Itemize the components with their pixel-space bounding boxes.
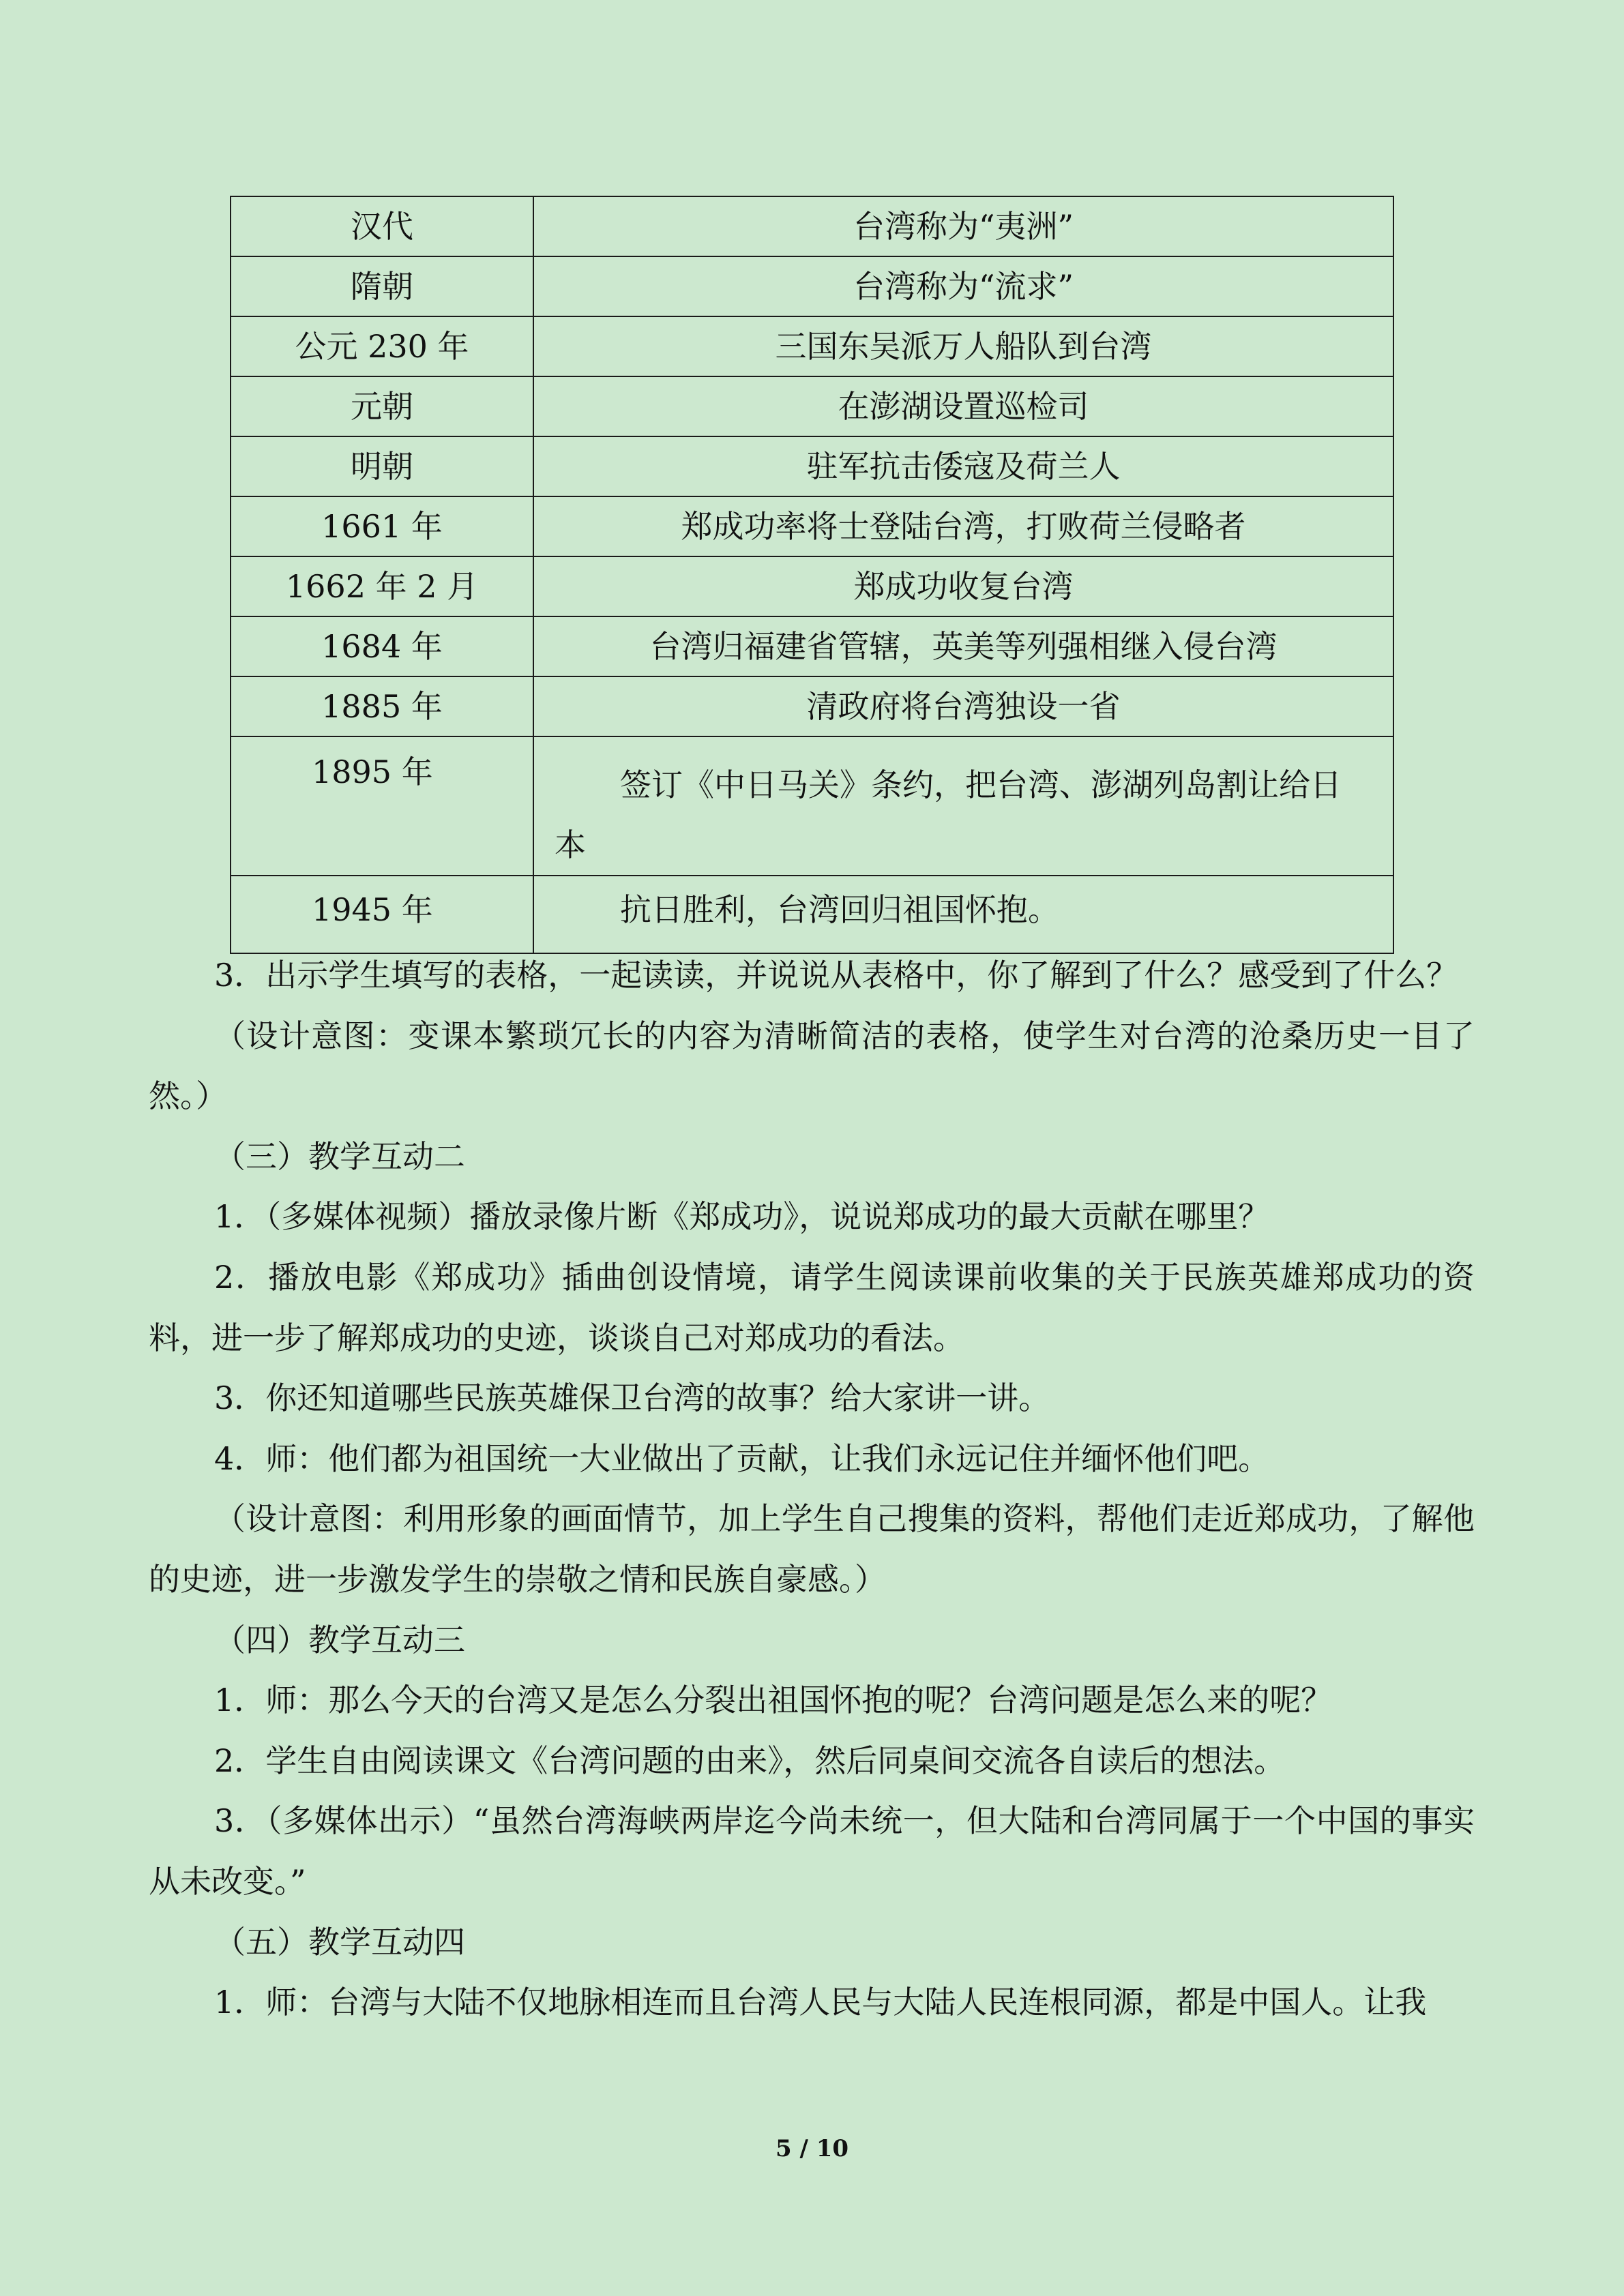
table-row <box>231 376 1393 436</box>
table-row <box>231 256 1393 316</box>
page-number: 5 / 10 <box>775 2135 849 2162</box>
time-cell: 1684 年 <box>231 616 533 676</box>
taiwan-history-table <box>230 196 1394 954</box>
event-cell: 三国东吴派万人船队到台湾 <box>533 316 1393 376</box>
time-cell: 汉代 <box>231 196 533 256</box>
event-cell: 抗日胜利，台湾回归祖国怀抱。 <box>533 876 1393 953</box>
paragraph: 1．师：台湾与大陆不仅地脉相连而且台湾人民与大陆人民连根同源，都是中国人。让我 <box>214 1984 1427 2021</box>
table-row <box>231 736 1393 876</box>
time-cell: 公元 230 年 <box>231 316 533 376</box>
paragraph: 4．师：他们都为祖国统一大业做出了贡献，让我们永远记住并缅怀他们吧。 <box>214 1440 1270 1477</box>
paragraph: 3．（多媒体出示）“虽然台湾海峡两岸迄今尚未统一，但大陆和台湾同属于一个中国的事实从未改变。” <box>149 1802 1475 1900</box>
event-cell: 郑成功收复台湾 <box>533 556 1393 616</box>
table-row <box>231 556 1393 616</box>
table-row <box>231 316 1393 376</box>
event-cell: 在澎湖设置巡检司 <box>533 376 1393 436</box>
section-heading: （四）教学互动三 <box>214 1621 465 1658</box>
paragraph: 1．（多媒体视频）播放录像片断《郑成功》，说说郑成功的最大贡献在哪里？ <box>214 1198 1270 1236</box>
event-cell: 签订《中日马关》条约，把台湾、澎湖列岛割让给日本 <box>533 736 1393 876</box>
paragraph: 2．播放电影《郑成功》插曲创设情境，请学生阅读课前收集的关于民族英雄郑成功的资料，进一步了解郑成功的史迹，谈谈自己对郑成功的看法。 <box>149 1258 1475 1356</box>
time-cell: 隋朝 <box>231 256 533 316</box>
table-row <box>231 196 1393 256</box>
time-cell: 1885 年 <box>231 676 533 736</box>
table-row <box>231 876 1393 953</box>
table-row <box>231 436 1393 496</box>
section-heading: （三）教学互动二 <box>214 1137 465 1175</box>
paragraph: 3．出示学生填写的表格，一起读读，并说说从表格中，你了解到了什么？感受到了什么？ <box>214 957 1458 994</box>
event-cell: 台湾归福建省管辖，英美等列强相继入侵台湾 <box>533 616 1393 676</box>
time-cell: 元朝 <box>231 376 533 436</box>
time-cell: 1661 年 <box>231 496 533 556</box>
time-cell: 1662 年 2 月 <box>231 556 533 616</box>
table-row <box>231 496 1393 556</box>
event-cell: 台湾称为“夷洲” <box>533 196 1393 256</box>
event-cell: 驻军抗击倭寇及荷兰人 <box>533 436 1393 496</box>
time-cell: 1945 年 <box>231 876 533 953</box>
lesson-body <box>149 945 1475 2033</box>
section-heading: （五）教学互动四 <box>214 1923 465 1960</box>
event-cell: 台湾称为“流求” <box>533 256 1393 316</box>
paragraph: 1．师：那么今天的台湾又是怎么分裂出祖国怀抱的呢？台湾问题是怎么来的呢？ <box>214 1682 1333 1719</box>
event-cell: 郑成功率将士登陆台湾，打败荷兰侵略者 <box>533 496 1393 556</box>
paragraph: 3．你还知道哪些民族英雄保卫台湾的故事？给大家讲一讲。 <box>214 1380 1050 1417</box>
paragraph: （设计意图：变课本繁琐冗长的内容为清晰简洁的表格，使学生对台湾的沧桑历史一目了然。） <box>149 1017 1475 1115</box>
paragraph: 2．学生自由阅读课文《台湾问题的由来》，然后同桌间交流各自读后的想法。 <box>214 1742 1286 1779</box>
event-cell: 清政府将台湾独设一省 <box>533 676 1393 736</box>
table-row <box>231 676 1393 736</box>
time-cell: 明朝 <box>231 436 533 496</box>
table-row <box>231 616 1393 676</box>
time-cell: 1895 年 <box>231 736 533 876</box>
paragraph: （设计意图：利用形象的画面情节，加上学生自己搜集的资料，帮他们走近郑成功，了解他的史迹，进一步激发学生的崇敬之情和民族自豪感。） <box>149 1500 1475 1598</box>
